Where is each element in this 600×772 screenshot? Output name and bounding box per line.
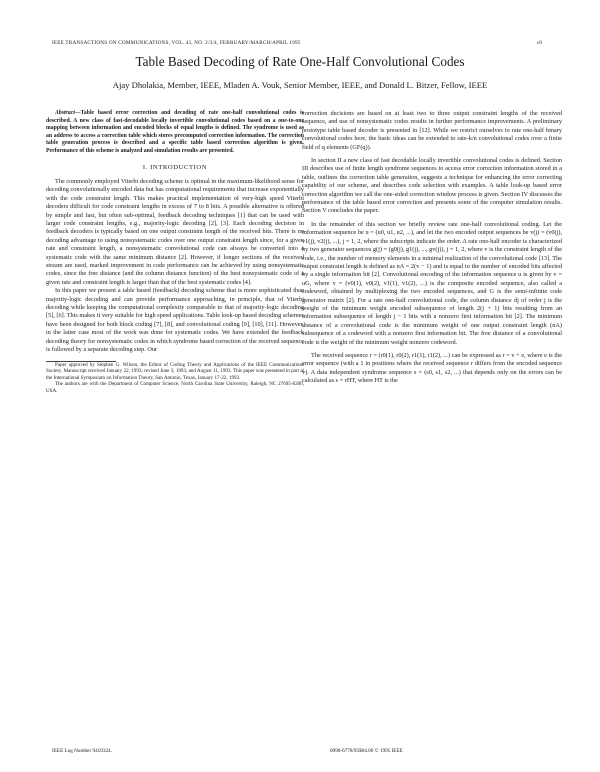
copyright-line: 0090-6778/95$04.00 © 1995 IEEE: [330, 748, 403, 754]
right-paragraph-4: The received sequence r = (r0(1), r0(2), r1(1), r1(2), ...) can be expressed as r = v + e, where e is the error sequence (with a 1 in positions where the received sequence r differs from the encoded sequence v). A data independent syndrome sequence s = (s0, s1, s2, ...) that depends only on the errors can be calculated as s = rHT, where HT is the: [302, 351, 562, 385]
footnote-affiliation: The authors are with the Department of Computer Science, North Carolina State University, Raleigh, NC 27695-8206, USA.: [46, 381, 304, 394]
right-paragraph-2: In section II a new class of fast decodable locally invertible convolutional codes is defined. Section III describes use of finite length syndrome sequences to access error correction information stored in a table, outlines the correction table generation, suggests a technique for enhancing the error correcting capability of our scheme, and describes code selection with examples. A table look-up based error correction algorithm we call the one-sided correction window process is given. Section IV discusses the performance of the table based error correction and presents some of the computer simulation results. Section V concludes the paper.: [302, 157, 562, 215]
abstract-text: Table based error correction and decoding of rate one-half convolutional codes is described. A new class of fast-decodable locally invertible convolutional codes based on a one-to-one mapping between information and encoded blocks of equal lengths is defined. The syndrome is used as an address to access a correction table which stores precomputed correction information. The correction table generation process is described and a specific table based correction algorithm is given. Performance of this scheme is analyzed and simulation results are presented.: [46, 110, 304, 154]
right-paragraph-3: In the remainder of this section we briefly review rate one-half convolutional coding. Let the information sequence be u = (u0, u1, u2, ...), and let the two encoded output sequences be v(j) = (v0(j), v1(j), v2(j), ...), j = 1, 2, where the subscripts indicate the order. A rate one-half encoder is characterized by two generator sequences g(j) = (g0(j), g1(j), ..., gv(j)), j = 1, 2, where v is the constraint length of the code, i.e., the number of memory elements in a minimal realization of the convolutional code [13]. The output constraint length is defined as nA = 2(v − 1) and is equal to the number of encoded bits affected by a single information bit [2]. Convolutional encoding of the information sequence u is given by v = uG, where v = (v0(1), v0(2), v1(1), v1(2), ...) is the composite encoded sequence, also called a codeword, obtained by multiplexing the two encoded sequences, and G is the semi-infinite code generator matrix [2]. For a rate one-half convolutional code, the column distance dj of order j is the weight of the minimum weight encoded subsequence of length 2(j + 1) bits resulting from an information subsequence of length j − 1 bits with a nonzero first information bit [2]. The minimum distance of a convolutional code is the minimum weight of one output constraint length (nA) subsequence of a codeword with a nonzero first information bit. The free distance of a convolutional code is the weight of the minimum weight nonzero codeword.: [302, 220, 562, 346]
page-number: c8: [536, 40, 542, 46]
intro-paragraph-2: In this paper we present a table based (feedback) decoding scheme that is more sophisticated than majority-logic decoding and can provide performance approaching, in principle, that of Viterbi decoding while keeping the computational complexity comparable to that of majority-logic decoding [5], [6]. This makes it very suitable for high speed applications. Table look-up based decoding schemes have been designed for both block coding [7], [8], and convolutional coding [9], [10], [11]. However, in the latter case most of the work was done for systematic codes. We have extended the feedback decoding theory for nonsystematic codes in which syndrome based correction of the received sequence is followed by a separate decoding step. Our: [46, 287, 304, 354]
running-head: [52, 40, 542, 46]
left-column: [46, 110, 304, 394]
ieee-log-number: IEEE Log Number 9410324.: [52, 748, 112, 754]
paper-title: Table Based Decoding of Rate One-Half Convolutional Codes: [135, 54, 465, 69]
running-head-text: IEEE TRANSACTIONS ON COMMUNICATIONS, VOL. 43, NO. 2/3/4, FEBRUARY/MARCH/APRIL 1995: [52, 40, 301, 46]
intro-paragraph-1: The commonly employed Viterbi decoding scheme is optimal in the maximum-likelihood sense for decoding convolutionally encoded data but has computational requirements that increase exponentially with the code constraint length. This makes practical implementation of very-high speed Viterbi decoders difficult for code constraint lengths in excess of 7 to 8 bits. A possible alternative is offered by simple and fast, but often sub-optimal, feedback decoding techniques [1] that can be used with larger code constraint lengths, e.g., majority-logic decoding [2], [3]. Each decoding decision in feedback decoders is typically based on one output constraint length of the received bits. There is no decoding advantage to using nonsystematic codes over one output constraint length since, for a given rate and constraint length, a nonsystematic convolutional code can always be converted into a systematic code with the same minimum distance [2]. However, if longer sections of the received stream are used, marked improvement in code performance can be achieved by using nonsystematic codes, since the free distance (and the column distance function) of the best nonsystematic code of a given rate and constraint length is larger than that of the best systematic codes [4].: [46, 177, 304, 286]
section-heading-introduction: I. INTRODUCTION: [142, 163, 208, 171]
abstract-lead: Abstract—: [55, 110, 81, 116]
paper-authors: Ajay Dholakia, Member, IEEE, Mladen A. Vouk, Senior Member, IEEE, and Donald L. Bitzer, Fellow, IEEE: [112, 80, 488, 90]
footnote-editor: Paper approved by Stephen G. Wilson, the Editor of Coding Theory and Applications of the IEEE Communications Society. Manuscript received January 22, 1993; revised June 3, 1993, and August 11, 1993. This paper was presented in part at the International Symposium on Information Theory, San Antonio, Texas, January 17-22, 1993.: [46, 361, 304, 381]
abstract: [46, 110, 304, 156]
right-paragraph-1: correction decisions are based on at least two to three output constraint lengths of the received sequence, and use of nonsystematic codes results in further performance improvements. A preliminary prototype table based decoder is presented in [12]. While we restrict ourselves to rate one-half binary convolutional codes here, the basic ideas can be extended to rate-k/n convolutional codes over a finite field of q elements (GF(q)).: [302, 110, 562, 151]
right-column: [302, 110, 562, 386]
